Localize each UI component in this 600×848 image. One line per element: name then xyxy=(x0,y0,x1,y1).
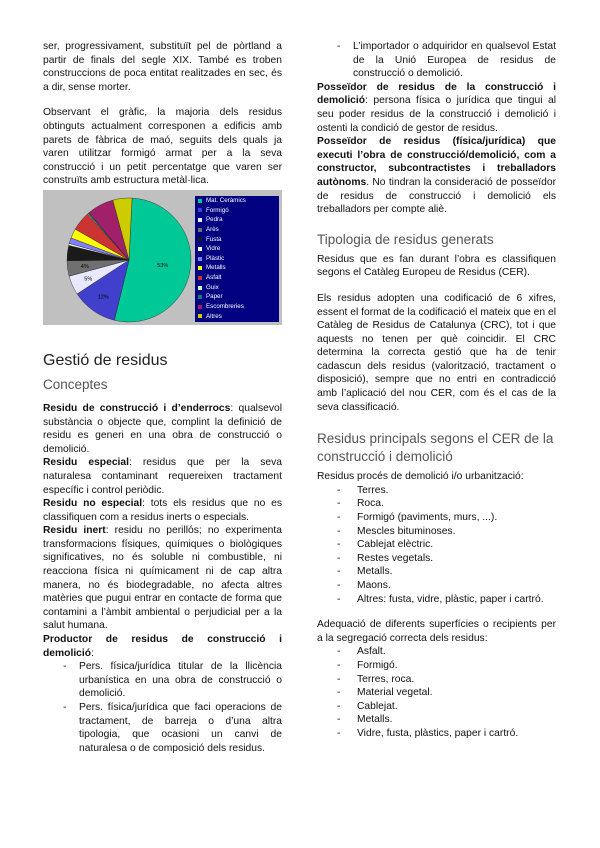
section-title-tipologia: Tipologia de residus generats xyxy=(317,231,494,247)
pie-chart-svg xyxy=(43,190,195,325)
definition-term: Posseïdor de residus de la construcció i demolició xyxy=(317,81,556,107)
legend-label: Metalls xyxy=(206,264,226,272)
legend-label: Plàstic xyxy=(206,254,225,262)
definition-residu-especial xyxy=(43,456,282,497)
legend-label: Paper xyxy=(206,293,223,301)
definition-text: : residus que per la seva naturalesa contaminant requereixen tractament específic i control periòdic. xyxy=(43,457,282,496)
definition-posseidor xyxy=(317,81,556,135)
legend-swatch xyxy=(198,237,202,241)
pie-data-label: 12% xyxy=(97,294,109,301)
list-item: - Asfalt. xyxy=(337,645,556,659)
intro-paragraph-2: Observant el gràfic, la majoria dels residus obtinguts actualment corresponen a edificis amb parets de fàbrica de maó, seguits dels quals ja varen utilitzar formigó armat per a la seva construcció i un petit percentatge que varen ser construïts amb estructura metàl·lica. xyxy=(43,107,282,187)
definition-term: Residu no especial xyxy=(43,498,143,510)
list-item: - Cablejat. xyxy=(337,700,556,714)
principals-intro: Residus procés de demolició i/o urbanització: xyxy=(317,471,524,483)
list-item: - Material vegetal. xyxy=(337,686,556,700)
pie-data-label: 53% xyxy=(157,262,169,269)
legend-swatch xyxy=(198,266,202,270)
legend-swatch xyxy=(198,286,202,290)
legend-label: Fusta xyxy=(206,235,222,243)
principals-list xyxy=(317,484,556,606)
definition-residu-no-especial xyxy=(43,497,282,524)
adequacio-list xyxy=(317,645,556,740)
list-item: - Restes vegetals. xyxy=(337,552,556,566)
tipologia-paragraph-2: Els residus adopten una codificació de 6 xifres, essent el format de la codificació el mateix que en el Catàleg de Residus de Catalunya (CRC), tot i que aquests no tenen per què coincidir. El CRC determina la correcta gestió que ha de tenir cadascun dels residus (valorització, tractament o disposició), sempre que no entri en contradicció amb l’aplicació del nou CER, com és el cas de la seva classificació. xyxy=(317,292,556,413)
tipologia-paragraph-1: Residus que es fan durant l’obra es classifiquen segons el Catàleg Europeu de Residus (CER). xyxy=(317,253,556,279)
legend-label: Asfalt xyxy=(206,274,222,282)
list-item: - Roca. xyxy=(337,497,556,511)
legend-label: Arès xyxy=(206,225,219,233)
definition-term: Posseïdor de residus (física/jurídica) que executi l’obra de construcció/demolició, com a constructor, subcontractistes i treballadors autònoms xyxy=(317,136,556,188)
list-item: - Pers. física/jurídica que faci operacions de tractament, de barreja o d’una altra tipologia, que ocasioni un canvi de naturalesa o de composició dels residus. xyxy=(63,701,282,755)
legend-swatch xyxy=(198,208,202,212)
list-item: - Terres, roca. xyxy=(337,673,556,687)
waste-pie-chart xyxy=(43,190,282,325)
list-item: - Cablejat elèctric. xyxy=(337,538,556,552)
list-item: - Terres. xyxy=(337,484,556,498)
list-item: - Vidre, fusta, plàstics, paper i cartró. xyxy=(337,727,556,741)
definition-residu-inert xyxy=(43,524,282,633)
list-item: - Formigó (paviments, murs, ...). xyxy=(337,511,556,525)
adequacio-intro: Adequació de diferents superfícies o recipients per a la segregació correcta dels residus: xyxy=(317,619,556,644)
legend-swatch xyxy=(198,276,202,280)
list-item: - Formigó. xyxy=(337,659,556,673)
legend-swatch xyxy=(198,257,202,261)
definition-term: Residu especial xyxy=(43,457,129,469)
definition-productor xyxy=(43,633,282,660)
legend-label: Pedra xyxy=(206,216,223,224)
legend-label: Mat. Ceràmics xyxy=(206,196,246,204)
definition-term: Residu inert xyxy=(43,525,106,537)
definition-residu-construccio xyxy=(43,402,282,456)
list-item: - L’importador o adquiridor en qualsevol Estat de la Unió Europea de residus de construcció o demolició. xyxy=(337,40,556,81)
definition-text: : tots els residus que no es classifiquen com a residus inerts o especials. xyxy=(43,498,282,523)
definition-text: : persona física o jurídica que tingui al seu poder residus de la construcció i demolició i ostenti la condició de gestor de residus. xyxy=(317,95,556,134)
chart-legend xyxy=(195,196,279,322)
legend-label: Guix xyxy=(206,283,219,291)
legend-swatch xyxy=(198,314,202,318)
legend-swatch xyxy=(198,305,202,309)
definition-posseidor-executor xyxy=(317,135,556,217)
section-title-gestio: Gestió de residus xyxy=(43,351,168,369)
list-item: - Metalls. xyxy=(337,713,556,727)
definition-term: Productor de residus de construcció i demolició xyxy=(43,634,282,659)
list-item: - Altres: fusta, vidre, plàstic, paper i cartró. xyxy=(337,593,556,607)
legend-label: Vidre xyxy=(206,245,221,253)
intro-paragraph-1: ser, progressivament, substituït pel de pòrtland a partir de finals del segle XIX. També es troben construccions de poca entitat realitzades en sec, és a dir, sense morter. xyxy=(43,41,282,93)
right-column xyxy=(317,40,556,741)
definition-term: Residu de construcció i d’enderrocs xyxy=(43,402,231,414)
legend-swatch xyxy=(198,228,202,232)
legend-swatch xyxy=(198,218,202,222)
pie-data-label: 4% xyxy=(80,264,89,271)
legend-label: Altres xyxy=(206,312,222,320)
productor-list-continued xyxy=(317,40,556,81)
list-item: - Maons. xyxy=(337,579,556,593)
definition-text: : xyxy=(91,647,94,659)
definition-text: : qualsevol substància o objecte que, complint la definició de residu es generi en una obra de construcció o demolició. xyxy=(43,402,282,455)
legend-label: Formigó xyxy=(206,206,229,214)
legend-label: Escombreries xyxy=(206,303,244,311)
list-item: - Pers. física/jurídica titular de la llicència urbanística en una obra de construcció o demolició. xyxy=(63,660,282,701)
pie-data-label: 5% xyxy=(84,276,93,283)
legend-swatch xyxy=(198,199,202,203)
legend-swatch xyxy=(198,247,202,251)
left-column xyxy=(43,40,282,755)
list-item: - Mescles bituminoses. xyxy=(337,525,556,539)
section-title-principals: Residus principals segons el CER de la construcció i demolició xyxy=(317,431,554,465)
definition-text: : residu no perillós; no experimenta transformacions físiques, químiques o biològiques significatives, no és soluble ni combustible, ni reacciona física ni químicament ni de cap altra manera, no és biodegradable, no afecta altres matèries que pugui entrar en contacte de forma que contamini a l’àmbit ambiental o perjudicial per a la salut humana. xyxy=(43,525,282,632)
list-item: - Metalls. xyxy=(337,565,556,579)
legend-swatch xyxy=(198,295,202,299)
definition-text: . No tindran la consideració de posseïdor de residus de construcció i demolició els treballadors per compte aliè. xyxy=(317,176,556,216)
subsection-title-conceptes: Conceptes xyxy=(43,376,108,392)
productor-list xyxy=(43,660,282,755)
